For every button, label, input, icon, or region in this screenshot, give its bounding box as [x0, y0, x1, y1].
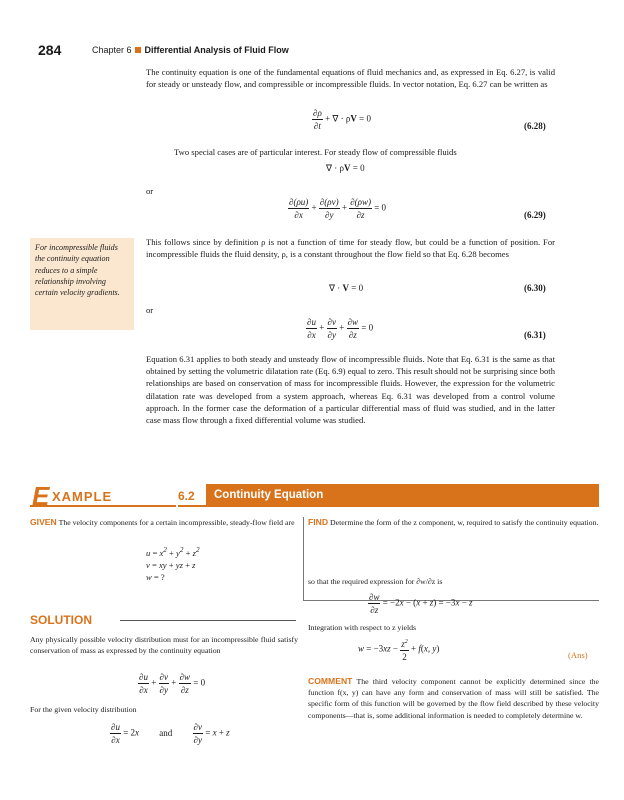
running-header — [92, 45, 289, 55]
right-paragraph-2: Integration with respect to z yields — [308, 623, 417, 632]
page-number: 284 — [38, 42, 62, 58]
solution-label: SOLUTION — [30, 613, 92, 627]
equation-number-6-28: (6.28) — [524, 121, 546, 131]
paragraph-1: The continuity equation is one of the fundamental equations of fluid mechanics and, as expressed in Eq. 6.27, is valid for steady or unsteady flow, and compressible or incompressible fluids. In vector notation, Eq. 6.27 can be written as — [146, 67, 555, 90]
answer-marker: (Ans) — [568, 650, 588, 660]
dwdz-equation: $\frac{\partial w}{\partial z}$ = −2x − (x + z) = −3x − z — [369, 592, 473, 615]
comment-block — [308, 676, 599, 721]
or-text-2: or — [146, 305, 154, 315]
given-block — [30, 517, 298, 528]
solution-paragraph-2: For the given velocity distribution — [30, 705, 137, 714]
find-text: Determine the form of the z component, w, required to satisfy the continuity equation. — [330, 518, 599, 527]
or-text-1: or — [146, 186, 154, 196]
equation-6-31: $\frac{\partial u}{\partial x}$ + $\frac{\partial v}{\partial y}$ + $\frac{\partial w}{\partial z}$ = 0 — [307, 317, 374, 340]
comment-label: COMMENT — [308, 676, 353, 686]
example-big-letter: E — [32, 481, 50, 511]
equation-6-30: ∇ · V = 0 — [329, 283, 364, 293]
w-solution-equation: w = −3xz − $\frac{z^2}{2}$ + f(x, y) — [358, 639, 440, 662]
paragraph-4: Equation 6.31 applies to both steady and unsteady flow of incompressible fluids. Note that Eq. 6.31 is the same as that obtained by setting the volumetric dilatation rate (Eq. 6.9) equal to zero. This result should not be surprising since both relationships are based on conservation of mass for incompressible fluids. However, the expression for the volumetric dilatation rate was developed from a system approach, whereas Eq. 6.31 was developed from a control volume approach. In the former case the deformation of a particular differential mass of fluid was studied, and in the latter case mass flow through a fixed differential volume was studied. — [146, 354, 555, 426]
margin-note: For incompressible fluids the continuity equation reduces to a simple relationship involving certain velocity gradients. — [30, 238, 134, 330]
example-header — [30, 481, 599, 511]
right-paragraph-1: so that the required expression for ∂w/∂z is — [308, 577, 443, 586]
example-title: Continuity Equation — [214, 489, 324, 501]
solution-paragraph-1: Any physically possible velocity distribution must for an incompressible fluid satisfy conservation of mass as expressed by the continuity equation — [30, 635, 298, 656]
equation-number-6-30: (6.30) — [524, 283, 546, 293]
find-divider-vertical — [303, 517, 304, 601]
paragraph-2: Two special cases are of particular interest. For steady flow of compressible fluids — [174, 147, 457, 157]
equation-number-6-29: (6.29) — [524, 210, 546, 220]
example-number: 6.2 — [178, 484, 206, 507]
example-word: XAMPLE — [52, 489, 113, 504]
square-bullet-icon — [135, 47, 141, 53]
given-equations: $u = x^2 + y^2 + z^2$ v = xy + yz + z w = ? — [146, 546, 200, 582]
equation-number-6-31: (6.31) — [524, 330, 546, 340]
solution-heading — [30, 611, 296, 625]
given-label: GIVEN — [30, 517, 57, 527]
solution-continuity-equation: $\frac{\partial u}{\partial x}$ + $\frac{\partial v}{\partial y}$ + $\frac{\partial w}{\partial z}$ = 0 — [139, 672, 206, 695]
equation-steady: ∇ · ρV = 0 — [326, 163, 365, 173]
find-label: FIND — [308, 517, 329, 527]
chapter-title: Differential Analysis of Fluid Flow — [144, 45, 289, 55]
equation-6-28: $\frac{\partial\rho}{\partial t}$ + ∇ · ρV = 0 — [313, 108, 371, 131]
and-word: and — [159, 727, 173, 738]
chapter-label: Chapter 6 — [92, 45, 132, 55]
solution-derivatives: $\frac{\partial u}{\partial x}$ = 2x and $\frac{\partial v}{\partial y}$ = x + z — [111, 722, 230, 745]
find-block — [308, 517, 599, 528]
paragraph-3: This follows since by definition ρ is not a function of time for steady flow, but could be a function of position. For incompressible fluids the fluid density, ρ, is a constant throughout the flow field so that Eq. 6.28 becomes — [146, 237, 555, 260]
given-text: The velocity components for a certain incompressible, steady-flow field are — [58, 518, 295, 527]
comment-text: The third velocity component cannot be explicitly determined since the function f(x, y) can have any form and conservation of mass will still be satisfied. The specific form of this function will be governed by the flow field described by these velocity components—that is, some additional information is needed to completely determine w. — [308, 677, 600, 720]
solution-rule — [120, 620, 296, 621]
equation-6-29: $\frac{\partial(\rho u)}{\partial x}$ + $\frac{\partial(\rho v)}{\partial y}$ + $\frac{\partial(\rho w)}{\partial z}$ = 0 — [289, 197, 387, 220]
